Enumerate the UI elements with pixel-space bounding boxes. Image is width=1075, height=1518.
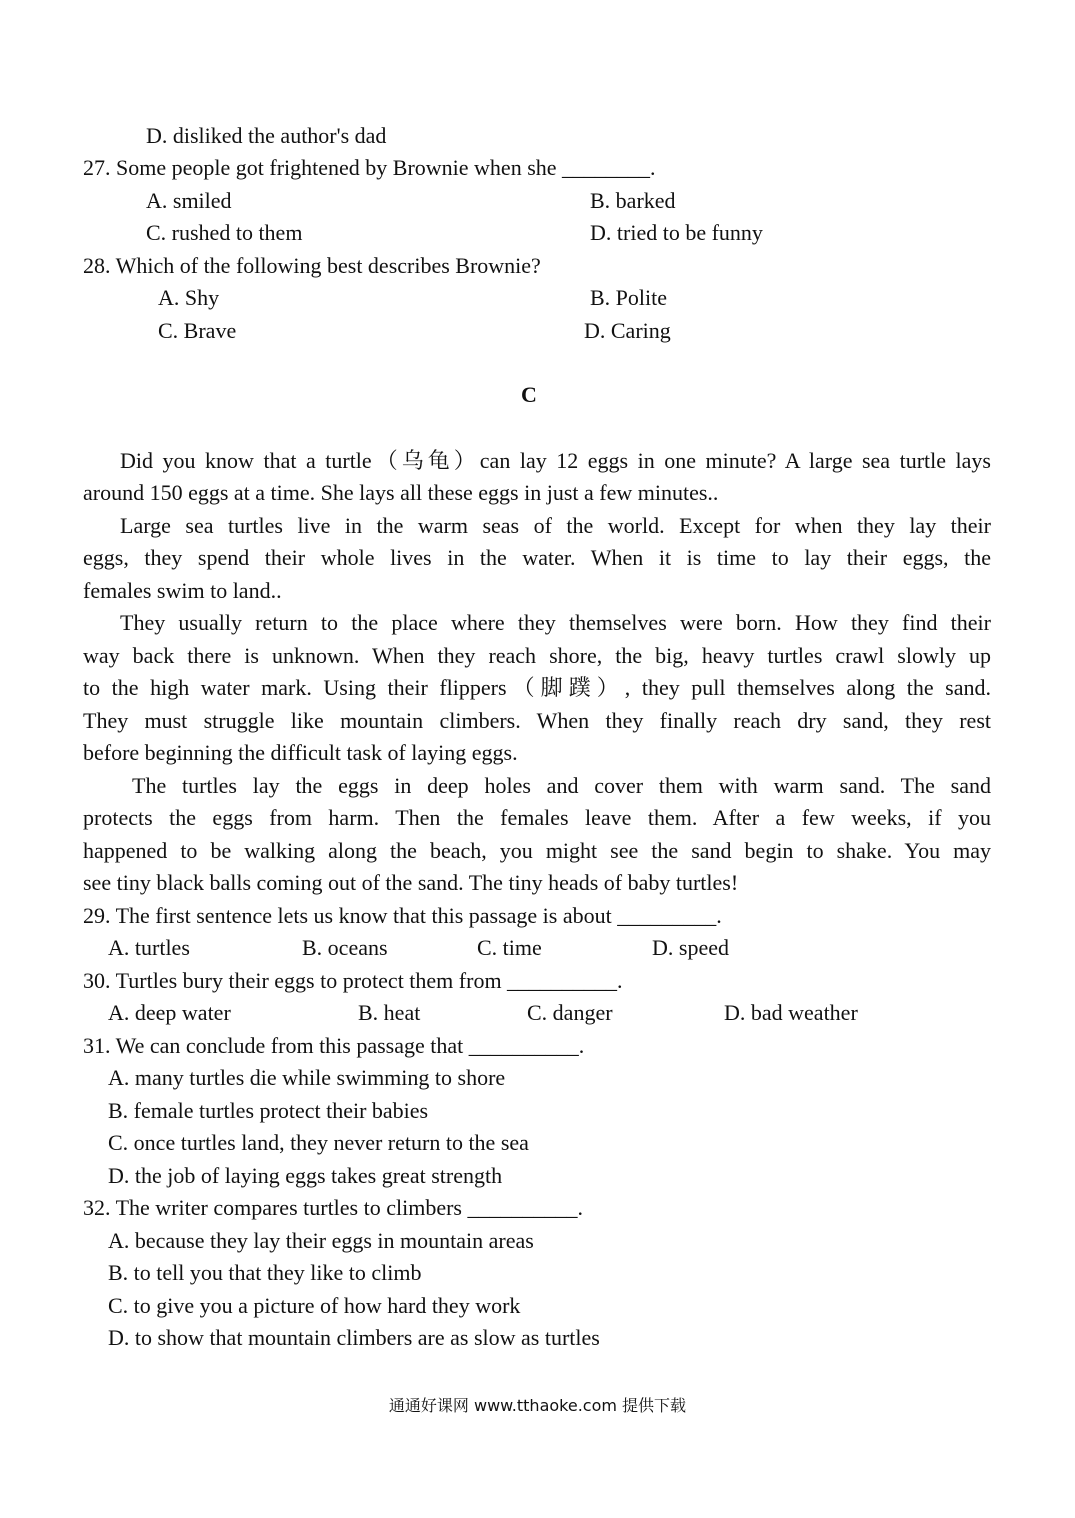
passage-p3-line-5: before beginning the difficult task of laying eggs.	[83, 740, 518, 765]
q32-option-d: D. to show that mountain climbers are as slow as turtles	[108, 1325, 600, 1350]
q28-option-c: C. Brave	[158, 318, 237, 343]
q29-option-a: A. turtles	[108, 935, 190, 960]
section-heading: C	[521, 382, 537, 407]
q31-option-a: A. many turtles die while swimming to shore	[108, 1065, 506, 1090]
q32-option-b: B. to tell you that they like to climb	[108, 1260, 422, 1285]
passage-p3-line-2: way back there is unknown. When they reach shore, the big, heavy turtles crawl slowly up	[83, 643, 991, 668]
q27-option-b: B. barked	[590, 188, 676, 213]
q31-option-c: C. once turtles land, they never return to the sea	[108, 1130, 529, 1155]
passage-p1-line-2: around 150 eggs at a time. She lays all these eggs in just a few minutes..	[83, 480, 719, 505]
q29-option-c: C. time	[477, 935, 542, 960]
passage-p4-line-3: happened to be walking along the beach, you might see the sand begin to shake. You may	[83, 838, 991, 863]
passage-p2-line-1: Large sea turtles live in the warm seas of the world. Except for when they lay their	[120, 513, 991, 538]
passage-p4-line-1: The turtles lay the eggs in deep holes and cover them with warm sand. The sand	[132, 773, 991, 798]
q28-option-d: D. Caring	[584, 318, 671, 343]
passage-p1-line-1: Did you know that a turtle（乌龟）can lay 12 eggs in one minute? A large sea turtle lays	[120, 448, 991, 473]
q30-option-a: A. deep water	[108, 1000, 231, 1025]
q31-stem: 31. We can conclude from this passage that __________.	[83, 1033, 585, 1058]
passage-p2-line-3: females swim to land..	[83, 578, 282, 603]
page-footer: 通通好课网 www.tthaoke.com 提供下载	[388, 1396, 687, 1415]
q31-option-b: B. female turtles protect their babies	[108, 1098, 429, 1123]
passage-p4-line-2: protects the eggs from harm. Then the females leave them. After a few weeks, if you	[83, 805, 991, 830]
q28-option-b: B. Polite	[590, 285, 668, 310]
q30-option-b: B. heat	[358, 1000, 421, 1025]
passage-p3-line-1: They usually return to the place where they themselves were born. How they find their	[120, 610, 991, 635]
passage-p2-line-2: eggs, they spend their whole lives in the water. When it is time to lay their eggs, the	[83, 545, 991, 570]
q29-option-b: B. oceans	[302, 935, 388, 960]
q28-stem: 28. Which of the following best describes Brownie?	[83, 253, 541, 278]
q29-stem: 29. The first sentence lets us know that this passage is about _________.	[83, 903, 722, 928]
q28-option-a: A. Shy	[158, 285, 220, 310]
q31-option-d: D. the job of laying eggs takes great strength	[108, 1163, 503, 1188]
passage-p4-line-4: see tiny black balls coming out of the sand. The tiny heads of baby turtles!	[83, 870, 739, 895]
q30-option-c: C. danger	[527, 1000, 613, 1025]
q29-option-d: D. speed	[652, 935, 729, 960]
q27-option-d: D. tried to be funny	[590, 220, 763, 245]
q30-option-d: D. bad weather	[724, 1000, 858, 1025]
passage-p3-line-4: They must struggle like mountain climbers. When they finally reach dry sand, they rest	[83, 708, 991, 733]
q27-option-a: A. smiled	[146, 188, 232, 213]
q27-stem: 27. Some people got frightened by Brownie when she ________.	[83, 155, 656, 180]
q30-stem: 30. Turtles bury their eggs to protect them from __________.	[83, 968, 623, 993]
q26-option-d: D. disliked the author's dad	[146, 123, 387, 148]
passage-p3-line-3: to the high water mark. Using their flippers（脚蹼）, they pull themselves along the sand.	[83, 675, 991, 700]
q32-option-a: A. because they lay their eggs in mountain areas	[108, 1228, 534, 1253]
q32-option-c: C. to give you a picture of how hard they work	[108, 1293, 521, 1318]
q27-option-c: C. rushed to them	[146, 220, 303, 245]
q32-stem: 32. The writer compares turtles to climbers __________.	[83, 1195, 583, 1220]
